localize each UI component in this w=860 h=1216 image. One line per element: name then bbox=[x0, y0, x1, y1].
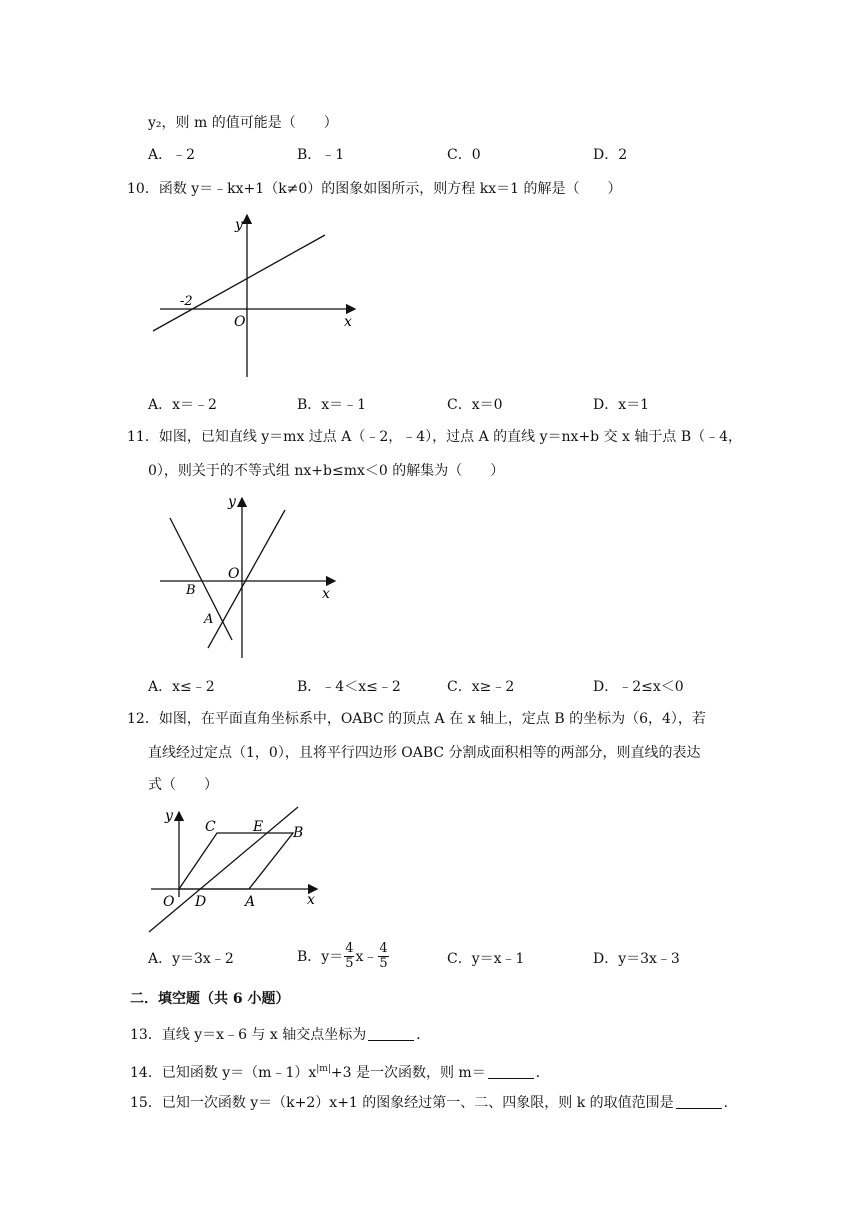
q11-line-y-mx bbox=[208, 510, 285, 648]
q12-line3: 式（ ） bbox=[148, 777, 218, 793]
q9-option-c: C．0 bbox=[447, 147, 481, 163]
q14-pre: 14．已知函数 y＝（m﹣1）x bbox=[130, 1065, 317, 1081]
q9-option-b: B．﹣1 bbox=[297, 147, 345, 163]
q9-tail: y₂，则 m 的值可能是（ ） bbox=[148, 115, 338, 131]
q11-line-y-nx-b bbox=[170, 518, 232, 640]
q11-graph bbox=[150, 488, 350, 663]
q10-graph bbox=[145, 205, 375, 385]
q11-label-a: A bbox=[204, 612, 214, 627]
q13-end: ． bbox=[416, 1027, 431, 1043]
q12-option-b-fraction-2 bbox=[378, 942, 388, 971]
q11-label-x: x bbox=[322, 586, 330, 602]
q15-end: ． bbox=[723, 1095, 738, 1111]
q13 bbox=[130, 1026, 430, 1044]
q12-label-a: A bbox=[245, 894, 256, 910]
section2-title: 二．填空题（共 6 小题） bbox=[130, 991, 290, 1007]
q12-label-o: O bbox=[163, 894, 175, 910]
q11-label-o: O bbox=[228, 566, 240, 582]
q10-option-c: C．x＝0 bbox=[447, 397, 503, 413]
q10-option-a: A．x＝﹣2 bbox=[148, 397, 217, 413]
q11-option-a: A．x≤﹣2 bbox=[148, 679, 215, 695]
q13-blank bbox=[368, 1026, 414, 1041]
q12-label-b: B bbox=[293, 825, 304, 841]
q12-option-b-den-2: 5 bbox=[379, 956, 388, 971]
q12-graph bbox=[145, 802, 335, 937]
q13-text: 13．直线 y＝x﹣6 与 x 轴交点坐标为 bbox=[130, 1027, 367, 1043]
q14-end: ． bbox=[535, 1065, 550, 1081]
q12-label-d: D bbox=[195, 894, 207, 910]
q12-option-b-mid: x﹣ bbox=[355, 948, 378, 965]
q10-option-b: B．x＝﹣1 bbox=[297, 397, 367, 413]
q10-label-o: O bbox=[234, 314, 246, 330]
q12-label-x: x bbox=[307, 892, 315, 908]
q11-option-b: B．﹣4＜x≤﹣2 bbox=[297, 679, 401, 695]
q14 bbox=[130, 1060, 550, 1082]
q12-line1: 12．如图，在平面直角坐标系中，OABC 的顶点 A 在 x 轴上，定点 B 的坐标为（6，4），若 bbox=[127, 711, 706, 727]
q11-label-y: y bbox=[228, 494, 236, 510]
q12-label-c: C bbox=[205, 819, 216, 835]
q11-option-d: D．﹣2≤x＜0 bbox=[593, 679, 684, 695]
q12-option-a: A．y＝3x﹣2 bbox=[148, 951, 234, 967]
q12-option-b-prefix: B．y＝ bbox=[297, 948, 344, 965]
q11-line2: 0），则关于的不等式组 nx+b≤mx＜0 的解集为（ ） bbox=[148, 463, 505, 479]
q15 bbox=[130, 1094, 738, 1112]
q12-option-b-num-2: 4 bbox=[379, 941, 388, 956]
q14-post: +3 是一次函数，则 m＝ bbox=[330, 1065, 486, 1081]
q9-option-d: D．2 bbox=[593, 147, 628, 163]
q15-text: 15．已知一次函数 y＝（k+2）x+1 的图象经过第一、二、四象限，则 k 的取值范围是 bbox=[130, 1095, 674, 1111]
q12-option-b-num-1: 4 bbox=[345, 941, 354, 956]
q11-line1: 11．如图，已知直线 y＝mx 过点 A（﹣2，﹣4），过点 A 的直线 y＝nx+b 交 x 轴于点 B（﹣4， bbox=[127, 429, 743, 445]
q11-label-b: B bbox=[186, 583, 196, 598]
q15-blank bbox=[676, 1094, 722, 1109]
q10-option-d: D．x＝1 bbox=[593, 397, 650, 413]
q10-label-x: x bbox=[344, 314, 352, 330]
q14-sup: |m| bbox=[316, 1064, 331, 1074]
q12-line2: 直线经过定点（1，0），且将平行四边形 OABC 分割成面积相等的两部分，则直线的表达 bbox=[148, 745, 701, 761]
q12-option-d: D．y＝3x﹣3 bbox=[593, 951, 680, 967]
q12-option-c: C．y＝x﹣1 bbox=[447, 951, 525, 967]
q12-label-y: y bbox=[165, 808, 173, 824]
q10-stem: 10．函数 y＝﹣kx+1（k≠0）的图象如图所示，则方程 kx＝1 的解是（ ） bbox=[127, 181, 622, 197]
q12-option-b-den-1: 5 bbox=[345, 956, 354, 971]
q12-label-e: E bbox=[253, 819, 264, 835]
q9-option-a: A．﹣2 bbox=[148, 147, 196, 163]
q10-label-neg2: -2 bbox=[180, 294, 193, 309]
q14-blank bbox=[488, 1064, 534, 1079]
q12-option-b-fraction-1 bbox=[344, 942, 354, 971]
q10-label-y: y bbox=[235, 217, 243, 233]
q12-option-b bbox=[297, 942, 390, 971]
q12-dividing-line bbox=[149, 807, 298, 932]
q12-parallelogram bbox=[179, 833, 293, 889]
q11-option-c: C．x≥﹣2 bbox=[447, 679, 515, 695]
